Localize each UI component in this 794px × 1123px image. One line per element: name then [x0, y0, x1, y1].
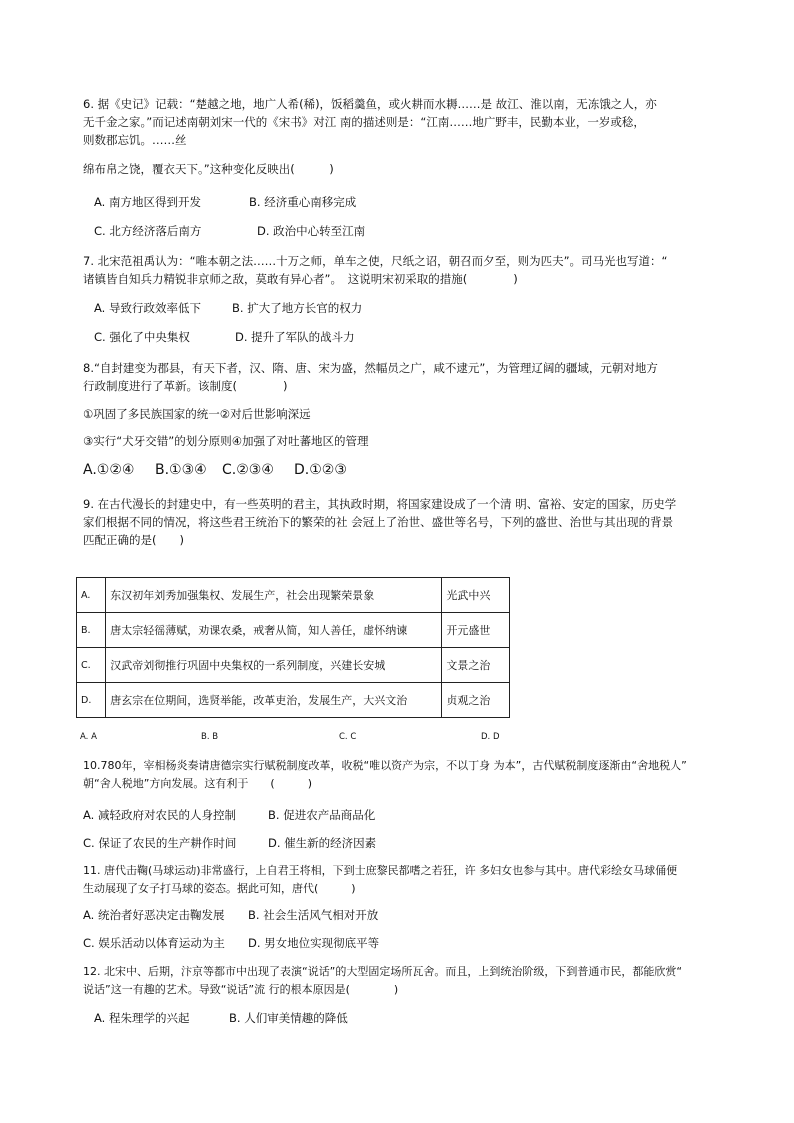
question-text-line: 11. 唐代击鞠(马球运动)非常盛行，上自君王将相，下到士庶黎民都嗜之若狂，许 多妇女也参与其中。唐代彩绘女马球俑便: [83, 864, 678, 877]
q8-option-d[interactable]: D.①②③: [294, 462, 347, 478]
q10-option-d[interactable]: D. 催生新的经济因素: [268, 836, 377, 850]
row-key: D.: [77, 683, 106, 718]
question-text-line: 12. 北宋中、后期，汴京等都市中出现了表演“说话”的大型固定场所瓦舍。而且，上到统治阶级，下到普通市民，都能欣赏“: [83, 965, 683, 978]
q6-option-d[interactable]: D. 政治中心转至江南: [257, 224, 366, 238]
q7-option-b[interactable]: B. 扩大了地方长官的权力: [232, 301, 363, 315]
question-text-line: 无千金之家。”而记述南朝刘宋一代的《宋书》对江 南的描述则是：“江南……地广野丰，民勤本业，一岁或稔，: [83, 115, 645, 129]
q10-option-b[interactable]: B. 促进农产品商品化: [268, 808, 376, 822]
q9-option-a[interactable]: A. A: [80, 732, 97, 742]
question-text-line: 生动展现了女子打马球的姿态。据此可知，唐代( ): [83, 882, 356, 895]
question-text-line: 说话”这一有趣的艺术。导致“说话”流 行的根本原因是( ): [83, 983, 399, 996]
q8-option-c[interactable]: C.②③④: [222, 462, 274, 478]
q10-option-c[interactable]: C. 保证了农民的生产耕作时间: [83, 836, 237, 850]
row-key: A.: [77, 578, 106, 613]
question-10-stem: [83, 757, 723, 793]
question-9-stem: [83, 495, 723, 549]
q6-option-a[interactable]: A. 南方地区得到开发: [94, 195, 201, 209]
q9-option-b[interactable]: B. B: [201, 732, 219, 742]
table-row: [77, 648, 510, 683]
row-era-name: 文景之治: [442, 648, 510, 683]
table-row: [77, 613, 510, 648]
q10-option-a[interactable]: A. 减轻政府对农民的人身控制: [83, 808, 236, 822]
question-text-line: 7. 北宋范祖禹认为：“唯本朝之法……十万之师，单车之使，尺纸之诏，朝召而夕至，则为匹夫”。司马光也写道：“: [83, 254, 668, 268]
q11-option-a[interactable]: A. 统治者好恶决定击鞠发展: [83, 908, 225, 922]
question-text-line: 朝“舍人税地”方向发展。这有利于 ( ): [83, 777, 312, 790]
table-row: [77, 683, 510, 718]
row-era-name: 贞观之治: [442, 683, 510, 718]
q12-option-b[interactable]: B. 人们审美情趣的降低: [229, 1011, 348, 1025]
q9-option-d[interactable]: D. D: [481, 732, 500, 742]
q9-matching-table: [76, 577, 510, 718]
q8-option-b[interactable]: B.①③④: [155, 462, 207, 478]
q11-option-b[interactable]: B. 社会生活风气相对开放: [248, 908, 379, 922]
question-text-line: 9. 在古代漫长的封建史中，有一些英明的君主，其执政时期，将国家建设成了一个清 明、富裕、安定的国家，历史学: [83, 497, 677, 511]
question-7-stem: [83, 252, 723, 288]
question-6-stem: [83, 95, 723, 149]
row-description: 东汉初年刘秀加强集权、发展生产，社会出现繁荣景象: [106, 578, 442, 613]
row-description: 唐太宗轻徭薄赋，劝课农桑，戒奢从简，知人善任，虚怀纳谏: [106, 613, 442, 648]
question-11-stem: [83, 862, 723, 898]
row-era-name: 光武中兴: [442, 578, 510, 613]
question-text-line: 8.“自封建变为郡县，有天下者，汉、隋、唐、宋为盛，然幅员之广，咸不逮元”，为管理辽阔的疆域，元朝对地方: [83, 361, 658, 375]
q6-option-c[interactable]: C. 北方经济落后南方: [94, 224, 202, 238]
question-12-stem: [83, 963, 723, 999]
row-era-name: 开元盛世: [442, 613, 510, 648]
q11-option-d[interactable]: D. 男女地位实现彻底平等: [248, 936, 380, 950]
question-text-line: 家们根据不同的情况，将这些君王统治下的繁荣的社 会冠上了治世、盛世等名号，下列的盛世、治世与其出现的背景: [83, 515, 674, 529]
q7-option-a[interactable]: A. 导致行政效率低下: [94, 301, 201, 315]
q8-statement-2: ③实行“犬牙交错”的划分原则④加强了对吐蕃地区的管理: [83, 434, 369, 448]
question-6-stem-cont: [83, 160, 723, 178]
question-text-line: 匹配正确的是( ): [83, 533, 184, 547]
q11-option-c[interactable]: C. 娱乐活动以体育运动为主: [83, 936, 225, 950]
row-description: 唐玄宗在位期间，选贤举能，改革吏治，发展生产，大兴文治: [106, 683, 442, 718]
row-key: B.: [77, 613, 106, 648]
question-text-line: 诸镇皆自知兵力精锐非京师之敌，莫敢有异心者”。 这说明宋初采取的措施( ): [83, 272, 518, 286]
row-key: C.: [77, 648, 106, 683]
q7-option-c[interactable]: C. 强化了中央集权: [94, 330, 190, 344]
question-text-line: 则数郡忘饥。……丝: [83, 133, 187, 147]
q7-option-d[interactable]: D. 提升了军队的战斗力: [235, 330, 355, 344]
question-text-line: 绵布帛之饶，覆衣天下。”这种变化反映出( ): [83, 162, 334, 176]
q12-option-a[interactable]: A. 程朱理学的兴起: [94, 1011, 190, 1025]
q6-option-b[interactable]: B. 经济重心南移完成: [249, 195, 357, 209]
q8-option-a[interactable]: A.①②④: [83, 462, 135, 478]
row-description: 汉武帝刘彻推行巩固中央集权的一系列制度，兴建长安城: [106, 648, 442, 683]
table-row: [77, 578, 510, 613]
q9-option-c[interactable]: C. C: [339, 732, 357, 742]
question-8-stem: [83, 359, 723, 395]
question-text-line: 行政制度进行了革新。该制度( ): [83, 379, 288, 393]
question-text-line: 6. 据《史记》记载：“楚越之地，地广人希(稀)，饭稻羹鱼，或火耕而水耨……是 故江、淮以南，无冻饿之人，亦: [83, 97, 657, 111]
question-text-line: 10.780年，宰相杨炎奏请唐德宗实行赋税制度改革，收税“唯以资产为宗，不以丁身 为本”，古代赋税制度逐渐由“舍地税人”: [83, 759, 687, 772]
q8-statement-1: ①巩固了多民族国家的统一②对后世影响深远: [83, 407, 311, 421]
